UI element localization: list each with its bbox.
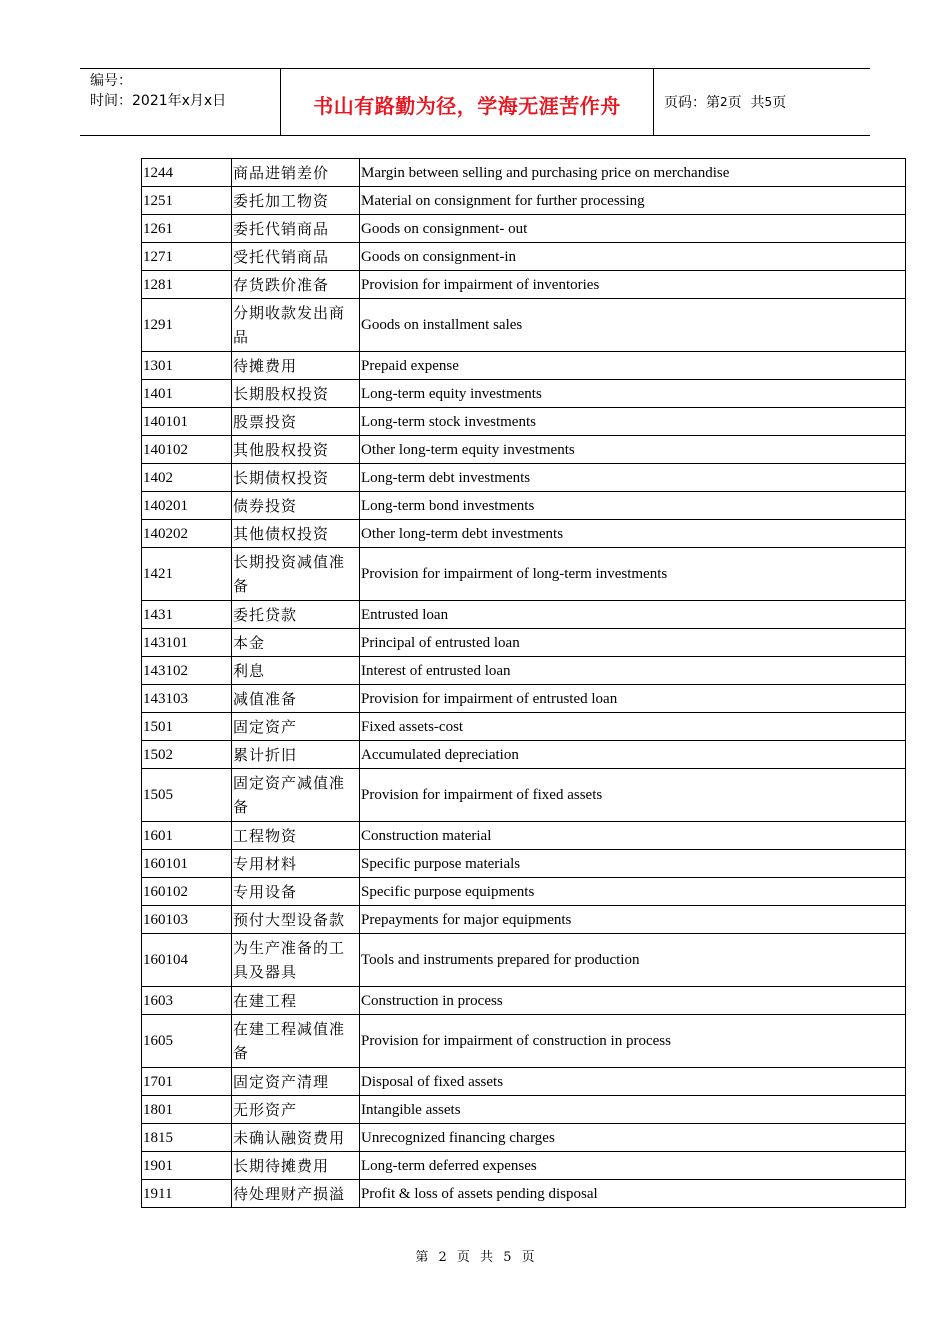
account-name-en: Long-term equity investments [360,380,906,408]
account-name-en: Goods on installment sales [360,299,906,352]
account-name-cn: 长期待摊费用 [232,1152,360,1180]
account-name-en: Construction material [360,822,906,850]
table-row [142,380,906,408]
accounts-table [141,158,906,1208]
account-name-cn: 委托贷款 [232,601,360,629]
account-code: 1431 [142,601,232,629]
account-name-cn: 待摊费用 [232,352,360,380]
page-current: 2 [720,95,728,109]
accounts-table-body [142,159,906,1208]
account-name-cn: 累计折旧 [232,741,360,769]
account-name-en: Other long-term debt investments [360,520,906,548]
account-name-cn: 商品进销差价 [232,159,360,187]
table-row [142,1152,906,1180]
account-name-en: Long-term stock investments [360,408,906,436]
account-name-cn: 固定资产 [232,713,360,741]
table-row [142,601,906,629]
account-name-en: Long-term bond investments [360,492,906,520]
account-name-cn: 本金 [232,629,360,657]
account-name-cn: 预付大型设备款 [232,906,360,934]
account-name-en: Specific purpose equipments [360,878,906,906]
account-code: 160103 [142,906,232,934]
account-name-en: Disposal of fixed assets [360,1068,906,1096]
table-row [142,1068,906,1096]
account-code: 140201 [142,492,232,520]
table-row [142,987,906,1015]
account-name-cn: 在建工程 [232,987,360,1015]
account-name-en: Provision for impairment of construction in process [360,1015,906,1068]
account-code: 1502 [142,741,232,769]
header-motto: 书山有路勤为径，学海无涯苦作舟 [281,69,654,135]
account-code: 140202 [142,520,232,548]
table-row [142,850,906,878]
account-code: 1301 [142,352,232,380]
account-name-en: Long-term deferred expenses [360,1152,906,1180]
table-row [142,629,906,657]
account-name-cn: 专用材料 [232,850,360,878]
account-code: 1401 [142,380,232,408]
account-name-en: Margin between selling and purchasing price on merchandise [360,159,906,187]
table-row [142,159,906,187]
account-name-en: Intangible assets [360,1096,906,1124]
account-name-en: Goods on consignment- out [360,215,906,243]
table-row [142,464,906,492]
table-row [142,934,906,987]
account-name-cn: 长期投资减值准备 [232,548,360,601]
account-name-en: Entrusted loan [360,601,906,629]
account-name-en: Material on consignment for further processing [360,187,906,215]
account-name-cn: 固定资产减值准备 [232,769,360,822]
account-name-cn: 未确认融资费用 [232,1124,360,1152]
account-name-cn: 分期收款发出商品 [232,299,360,352]
account-name-en: Interest of entrusted loan [360,657,906,685]
account-name-en: Prepayments for major equipments [360,906,906,934]
header-meta [80,69,281,135]
table-row [142,271,906,299]
table-row [142,657,906,685]
table-row [142,1015,906,1068]
page-label-post: 页 [772,95,787,111]
account-name-en: Specific purpose materials [360,850,906,878]
table-row [142,436,906,464]
account-code: 160102 [142,878,232,906]
account-name-en: Tools and instruments prepared for production [360,934,906,987]
account-code: 1601 [142,822,232,850]
table-row [142,685,906,713]
account-code: 160101 [142,850,232,878]
table-row [142,548,906,601]
table-row [142,1096,906,1124]
account-code: 1251 [142,187,232,215]
account-name-cn: 待处理财产损溢 [232,1180,360,1208]
account-name-cn: 债券投资 [232,492,360,520]
account-code: 1244 [142,159,232,187]
account-name-en: Provision for impairment of inventories [360,271,906,299]
page-total: 5 [764,95,773,109]
account-code: 143103 [142,685,232,713]
table-row [142,352,906,380]
account-code: 1815 [142,1124,232,1152]
account-name-en: Unrecognized financing charges [360,1124,906,1152]
account-code: 143101 [142,629,232,657]
table-row [142,187,906,215]
account-name-cn: 其他股权投资 [232,436,360,464]
account-name-cn: 在建工程减值准备 [232,1015,360,1068]
table-row [142,822,906,850]
table-row [142,769,906,822]
account-name-en: Goods on consignment-in [360,243,906,271]
account-name-en: Accumulated depreciation [360,741,906,769]
account-name-en: Construction in process [360,987,906,1015]
account-code: 1911 [142,1180,232,1208]
page-header [80,68,870,136]
account-name-cn: 其他债权投资 [232,520,360,548]
account-code: 1261 [142,215,232,243]
table-row [142,1180,906,1208]
account-code: 1801 [142,1096,232,1124]
page-footer: 第 2 页 共 5 页 [415,1250,535,1265]
account-name-cn: 利息 [232,657,360,685]
date-label: 时间：2021年x月x日 [90,93,227,109]
account-name-cn: 减值准备 [232,685,360,713]
account-name-cn: 长期股权投资 [232,380,360,408]
account-name-cn: 无形资产 [232,1096,360,1124]
account-name-cn: 工程物资 [232,822,360,850]
account-code: 140101 [142,408,232,436]
table-row [142,243,906,271]
account-name-en: Fixed assets-cost [360,713,906,741]
account-code: 160104 [142,934,232,987]
account-code: 1605 [142,1015,232,1068]
account-name-cn: 委托代销商品 [232,215,360,243]
table-row [142,906,906,934]
account-code: 1505 [142,769,232,822]
table-row [142,408,906,436]
account-name-en: Long-term debt investments [360,464,906,492]
account-name-en: Provision for impairment of entrusted loan [360,685,906,713]
table-row [142,299,906,352]
table-row [142,878,906,906]
account-name-cn: 专用设备 [232,878,360,906]
account-code: 143102 [142,657,232,685]
table-row [142,1124,906,1152]
account-name-cn: 存货跌价准备 [232,271,360,299]
table-row [142,741,906,769]
account-name-en: Provision for impairment of long-term investments [360,548,906,601]
account-code: 1501 [142,713,232,741]
table-row [142,713,906,741]
table-row [142,492,906,520]
account-name-cn: 长期债权投资 [232,464,360,492]
account-code: 1402 [142,464,232,492]
account-code: 140102 [142,436,232,464]
table-row [142,215,906,243]
account-name-cn: 股票投资 [232,408,360,436]
account-code: 1271 [142,243,232,271]
header-page-info [654,69,870,135]
account-code: 1603 [142,987,232,1015]
account-name-en: Profit & loss of assets pending disposal [360,1180,906,1208]
account-name-cn: 为生产准备的工具及器具 [232,934,360,987]
account-name-en: Provision for impairment of fixed assets [360,769,906,822]
account-name-en: Principal of entrusted loan [360,629,906,657]
account-code: 1701 [142,1068,232,1096]
account-code: 1291 [142,299,232,352]
account-name-cn: 委托加工物资 [232,187,360,215]
account-code: 1901 [142,1152,232,1180]
account-name-cn: 固定资产清理 [232,1068,360,1096]
page-label-pre: 页码：第 [664,95,720,111]
account-name-en: Other long-term equity investments [360,436,906,464]
page-label-mid: 页 共 [727,95,765,111]
account-code: 1421 [142,548,232,601]
table-row [142,520,906,548]
account-name-en: Prepaid expense [360,352,906,380]
account-name-cn: 受托代销商品 [232,243,360,271]
account-code: 1281 [142,271,232,299]
number-label: 编号： [90,73,132,89]
